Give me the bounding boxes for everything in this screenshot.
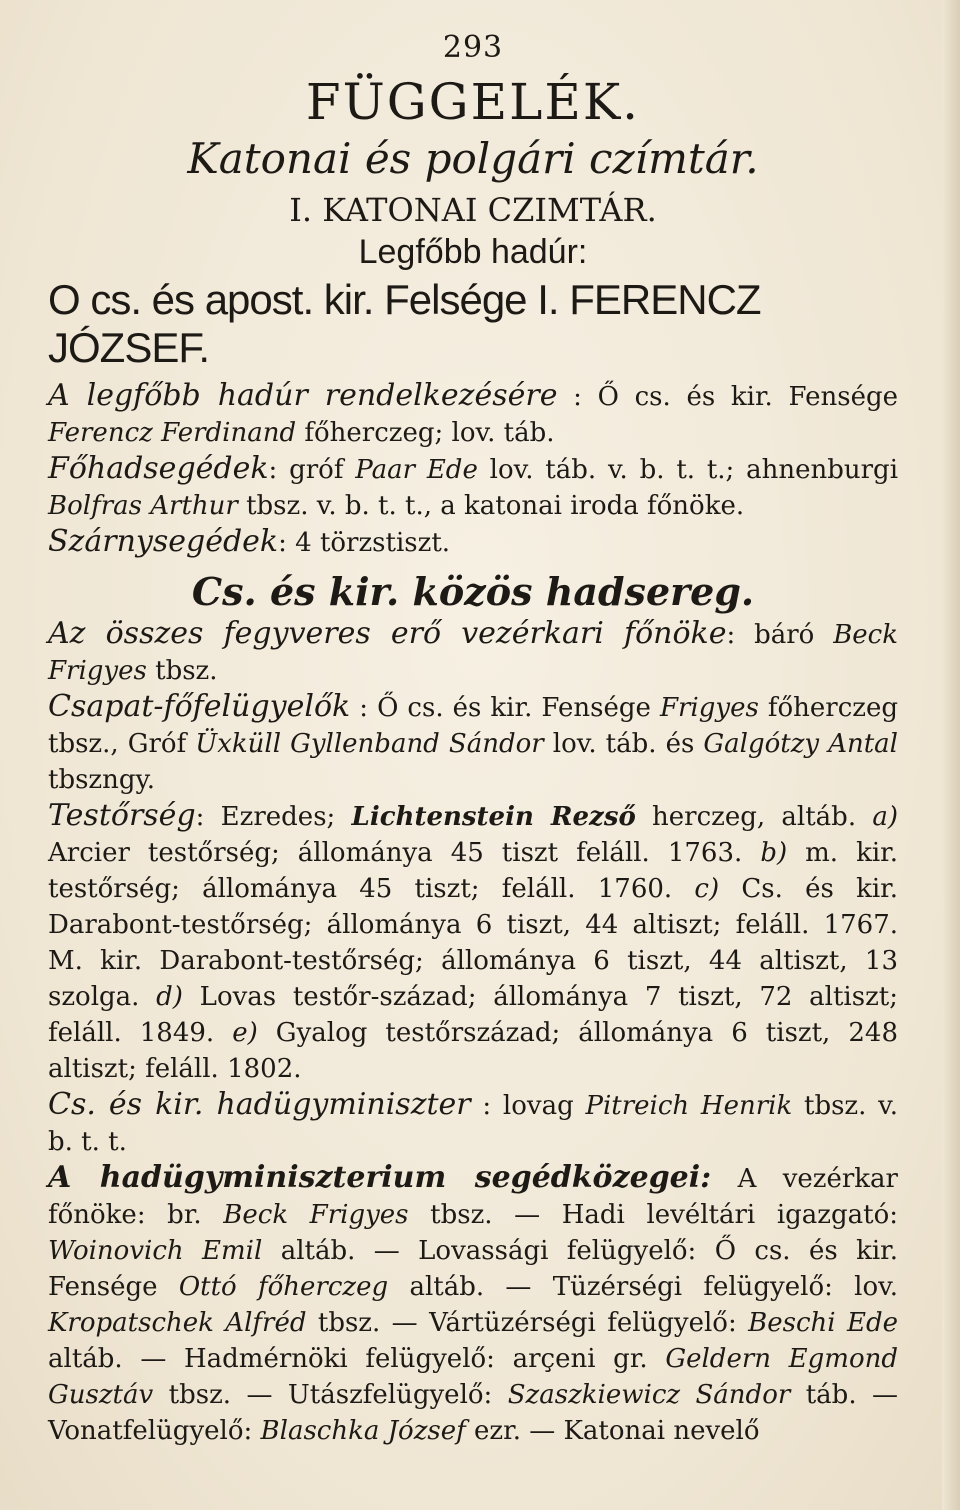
guards-heading: Testőrség — [48, 798, 196, 833]
adjutants-heading: Főhadsegédek — [48, 451, 269, 486]
ministry-text-1: A vezérkar főnöke: br. — [48, 1164, 898, 1230]
chief-of-staff-name-1: Beck Frigyes — [48, 620, 898, 686]
page-content — [48, 30, 898, 1449]
wing-adjutants-heading: Szárnysegédek — [48, 524, 279, 559]
ministry-text-2: tbsz. — Hadi levéltári igazgató: — [408, 1200, 899, 1230]
page-number: 293 — [442, 30, 504, 65]
inspectors-name-1: Frigyes — [659, 693, 759, 723]
inspectors-name-3: Galgótzy Antal — [703, 729, 898, 759]
adjutants-name-1: Paar Ede — [355, 455, 478, 485]
inspectors-paragraph — [48, 689, 898, 798]
ministry-heading: A hadügyminiszterium segédközegei: — [48, 1160, 712, 1195]
ministry-name-8: Blaschka József — [260, 1416, 466, 1446]
guards-text-3: Arcier testőrség; állománya 45 tiszt feláll. 1763. — [48, 838, 761, 868]
chief-of-staff-text-2: tbsz. — [146, 656, 218, 686]
guards-paragraph — [48, 798, 898, 1087]
ministry-text-9: ezr. — Katonai nevelő — [465, 1416, 760, 1446]
guards-text-5: Cs. és kir. Darabont-testőrség; állománya 6 tiszt, 44 altiszt; feláll. 1767. M. kir. Darabont-testőrség; állománya 6 tiszt, 44 altiszt, 13 szolga. — [48, 874, 898, 1012]
adjutants-text-2: lov. táb. v. b. t. t.; ahnenburgi — [477, 455, 899, 485]
supreme-warlord-label: Legfőbb hadúr: — [358, 233, 588, 271]
ministry-name-2: Woinovich Emil — [48, 1236, 263, 1266]
minister-text-1: : lovag — [470, 1091, 586, 1121]
ministry-text-4: altáb. — Tüzérségi felügyelő: lov. — [388, 1272, 899, 1302]
page-edge-shadow — [942, 0, 960, 1510]
inspectors-text-4: tbszngy. — [48, 765, 156, 795]
army-heading: Cs. és kir. közös hadsereg. — [191, 569, 755, 614]
ministry-text-5: tbsz. — Vártüzérségi felügyelő: — [306, 1308, 749, 1338]
ministry-name-3: Ottó főherczeg — [178, 1272, 389, 1302]
guards-marker-c: c) — [694, 874, 720, 904]
inspectors-text-2: főherczeg tbsz., Gróf — [48, 693, 898, 759]
inspectors-heading: Csapat-főfelügyelők — [48, 689, 351, 724]
minister-paragraph — [48, 1087, 898, 1160]
chief-of-staff-paragraph — [48, 616, 898, 689]
minister-heading: Cs. és kir. hadügyminiszter — [48, 1087, 471, 1122]
ministry-name-4: Kropatschek Alfréd — [48, 1308, 307, 1338]
guards-marker-d: d) — [156, 982, 183, 1012]
guards-marker-b: b) — [760, 838, 788, 868]
adjutants-text-3: tbsz. v. b. t. t., a katonai iroda főnöke. — [237, 491, 745, 521]
adjutants-paragraph — [48, 451, 898, 524]
guards-name-1: Lichtenstein Rezső — [351, 802, 636, 832]
disposal-text-2: főherczeg; lov. táb. — [296, 418, 555, 448]
guards-text-6: Lovas testőr-század; állománya 7 tiszt, 72 altiszt; feláll. 1849. — [48, 982, 898, 1048]
chief-of-staff-text-1: : báró — [726, 620, 834, 650]
inspectors-name-2: Üxküll Gyllenband Sándor — [195, 729, 544, 759]
adjutants-name-2: Bolfras Arthur — [48, 491, 238, 521]
guards-marker-e: e) — [232, 1018, 258, 1048]
minister-text-2: tbsz. v. b. t. t. — [48, 1091, 899, 1157]
guards-text-7: Gyalog testőrszázad; állománya 6 tiszt, 248 altiszt; feláll. 1802. — [48, 1018, 898, 1084]
minister-name-1: Pitreich Henrik — [585, 1091, 793, 1121]
ministry-name-5: Beschi Ede — [748, 1308, 898, 1338]
ministry-text-3: altáb. — Lovassági felügyelő: Ő cs. és kir. Fensége — [48, 1236, 898, 1302]
inspectors-text-3: lov. táb. és — [543, 729, 704, 759]
adjutants-text-1: : gróf — [268, 455, 356, 485]
disposal-heading: A legfőbb hadúr rendelkezésére — [48, 378, 558, 413]
directory-subtitle: Katonai és polgári czímtár. — [187, 134, 759, 183]
ministry-name-7: Szaszkiewicz Sándor — [507, 1380, 791, 1410]
ministry-text-7: tbsz. — Utászfelügyelő: — [153, 1380, 508, 1410]
ministry-text-6: altáb. — Hadmérnöki felügyelő: arçeni gr. — [48, 1344, 666, 1374]
guards-text-2: herczeg, altáb. — [635, 802, 873, 832]
guards-text-4: m. kir. testőrség; állománya 45 tiszt; feláll. 1760. — [48, 838, 898, 904]
ministry-paragraph — [48, 1160, 898, 1449]
inspectors-text-1: : Ő cs. és kir. Fensége — [350, 693, 660, 723]
section-heading: I. KATONAI CZIMTÁR. — [289, 191, 657, 229]
guards-marker-a: a) — [872, 802, 898, 832]
wing-adjutants-paragraph — [48, 524, 898, 561]
ministry-name-6: Geldern Egmond Gusztáv — [48, 1344, 898, 1410]
chief-of-staff-heading: Az összes fegyveres erő vezérkari főnöke — [48, 616, 727, 651]
appendix-title: FÜGGELÉK. — [305, 73, 641, 131]
ministry-name-1: Beck Frigyes — [223, 1200, 409, 1230]
wing-adjutants-text-1: : 4 törzstiszt. — [278, 528, 451, 558]
guards-text-1: : Ezredes; — [195, 802, 352, 832]
disposal-name-1: Ferencz Ferdinand — [48, 418, 297, 448]
emperor-name: O cs. és apost. kir. Felsége I. FERENCZ JÓZSEF. — [48, 276, 761, 371]
ministry-text-8: táb. — Vonatfelügyelő: — [48, 1380, 899, 1446]
disposal-text-1: : Ő cs. és kir. Fensége — [557, 382, 898, 412]
disposal-paragraph — [48, 378, 898, 451]
